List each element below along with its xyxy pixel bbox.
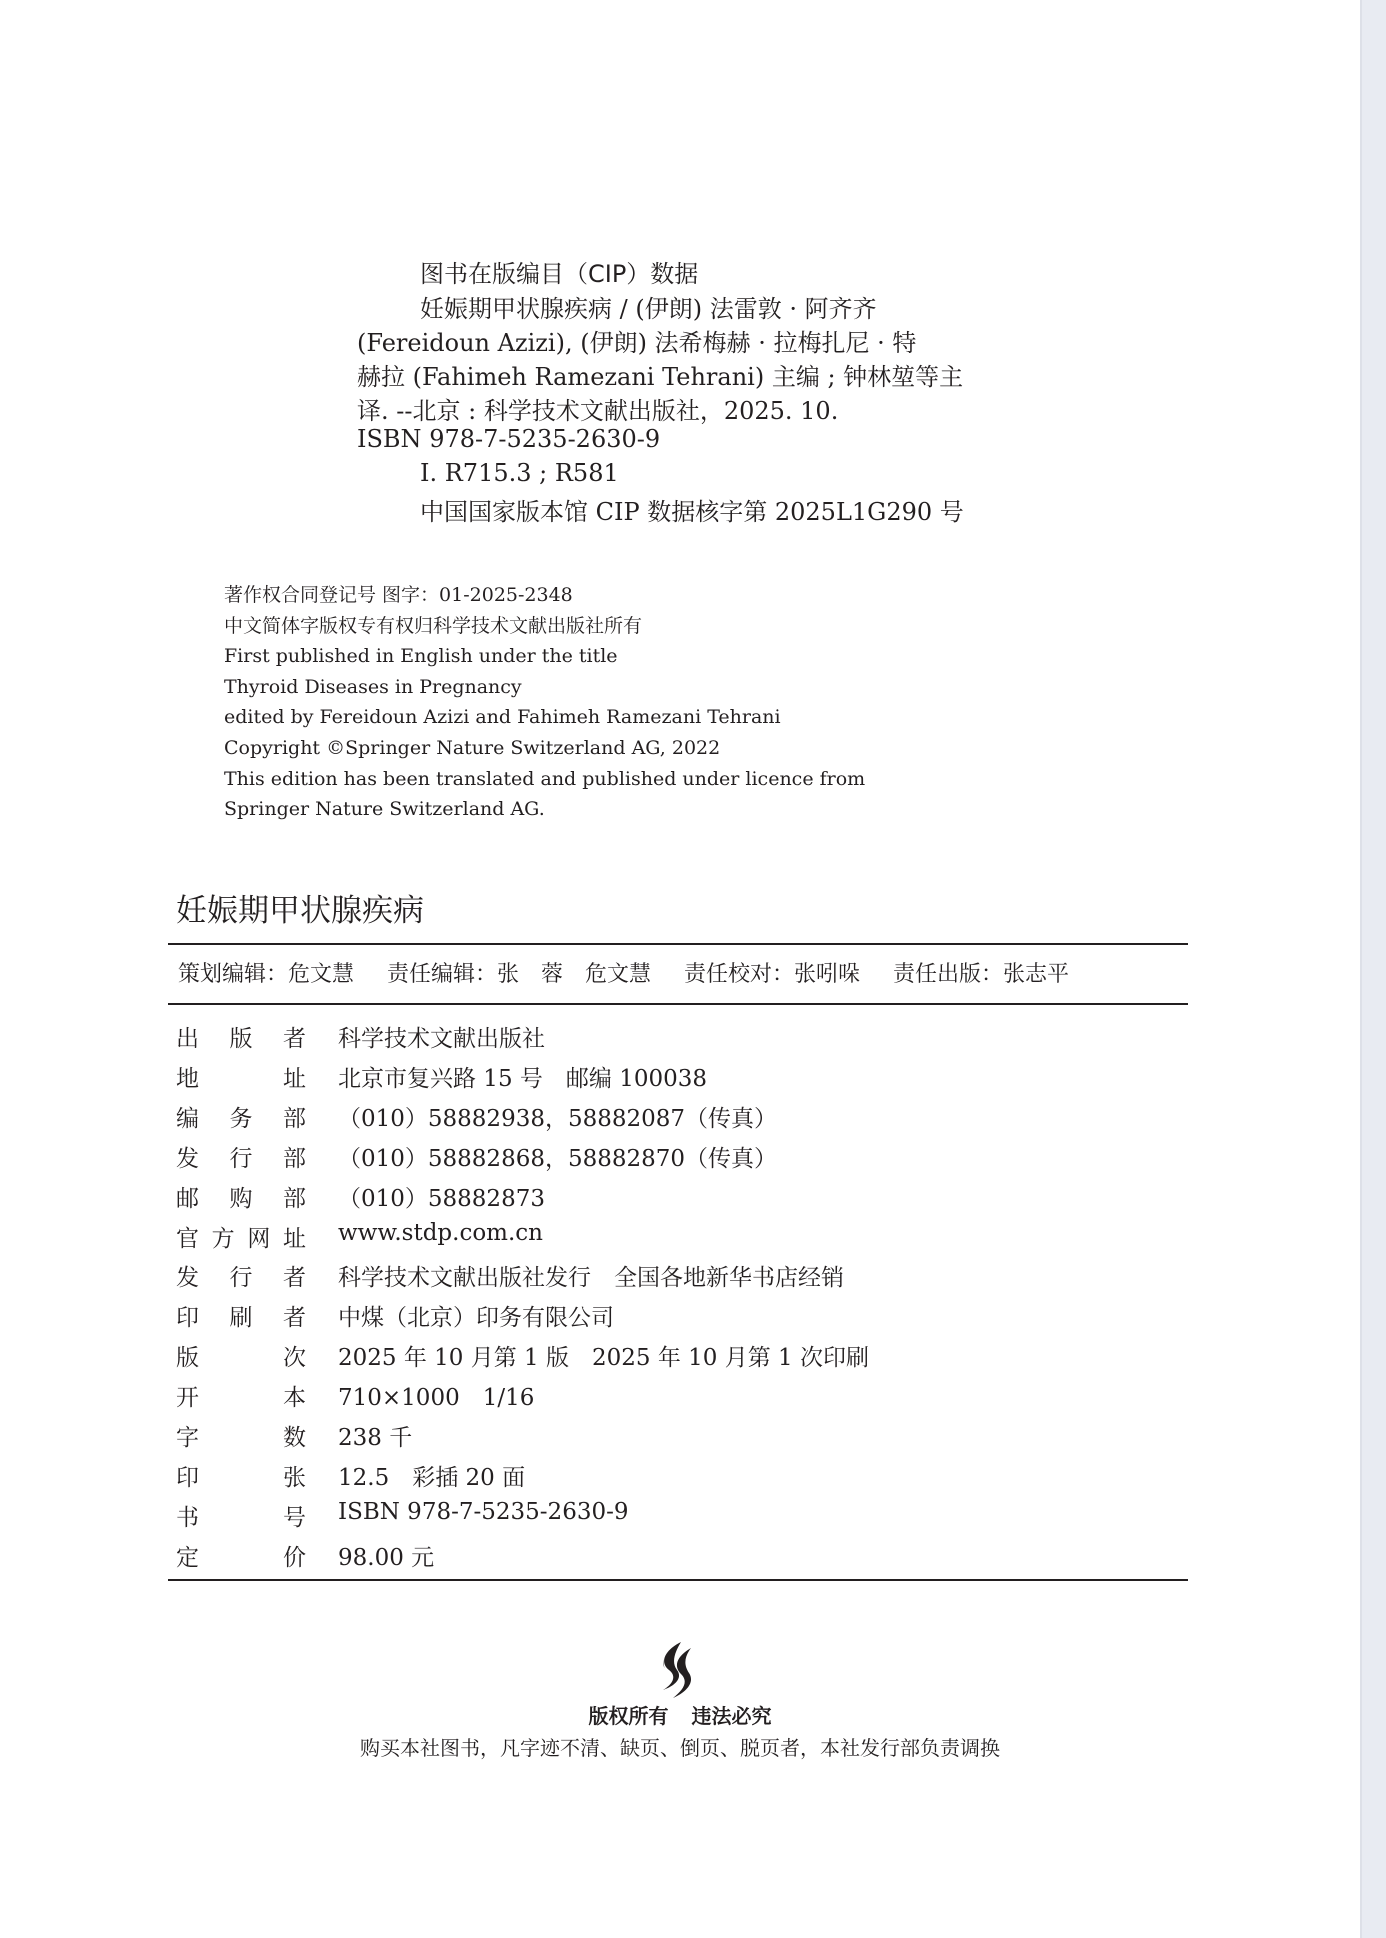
cip-line: (Fereidoun Azizi), (伊朗) 法希梅赫 · 拉梅扎尼 · 特 (357, 329, 917, 357)
publication-label (176, 1419, 306, 1452)
label-char: 书 (176, 1504, 199, 1531)
label-char: 开 (176, 1385, 199, 1412)
replacement-notice: 购买本社图书，凡字迹不清、缺页、倒页、脱页者，本社发行部负责调换 (360, 1736, 1000, 1760)
publication-value: www.stdp.com.cn (338, 1219, 543, 1246)
cip-line: 赫拉 (Fahimeh Ramezani Tehrani) 主编 ; 钟林堃等主 (357, 363, 964, 391)
rights-statement (0, 1700, 1360, 1729)
label-char: 部 (283, 1185, 306, 1212)
divider (168, 1579, 1188, 1581)
label-char: 部 (283, 1105, 306, 1132)
label-char: 址 (283, 1065, 306, 1092)
responsible-editor: 责任编辑：张 蓉 危文慧 (387, 962, 652, 987)
cip-heading: 图书在版编目（CIP）数据 (420, 260, 699, 288)
note-line: This edition has been translated and published under licence from (224, 767, 866, 790)
publication-value: 710×1000 1/16 (338, 1385, 535, 1412)
label-char: 刷 (229, 1305, 253, 1332)
publication-value: 238 千 (338, 1425, 413, 1451)
label-char: 发 (176, 1265, 199, 1292)
label-char: 数 (283, 1425, 306, 1451)
publication-value: 2025 年 10 月第 1 版 2025 年 10 月第 1 次印刷 (338, 1345, 869, 1372)
label-char: 者 (283, 1305, 306, 1332)
note-line: First published in English under the title (224, 645, 618, 668)
cip-record-number: 中国国家版本馆 CIP 数据核字第 2025L1G290 号 (420, 498, 964, 526)
cip-classification: Ⅰ. R715.3 ; R581 (420, 459, 619, 487)
copyright-notes (224, 580, 865, 825)
production-editor: 责任出版：张志平 (893, 962, 1070, 987)
publication-value: 北京市复兴路 15 号 邮编 100038 (338, 1065, 707, 1092)
editor-credits (178, 957, 1095, 988)
publication-value: 科学技术文献出版社 (338, 1026, 545, 1052)
note-line: Thyroid Diseases in Pregnancy (224, 675, 522, 698)
note-line: Copyright ©Springer Nature Switzerland AG, 2022 (224, 736, 721, 759)
note-line: edited by Fereidoun Azizi and Fahimeh Ramezani Tehrani (224, 706, 781, 729)
publication-label (176, 1539, 306, 1572)
cip-line: 妊娠期甲状腺疾病 / (伊朗) 法雷敦 · 阿齐齐 (420, 295, 877, 323)
note-line: 中文简体字版权专有权归科学技术文献出版社所有 (224, 614, 643, 637)
label-char: 次 (283, 1345, 306, 1372)
label-char: 网 (247, 1225, 271, 1252)
publication-label (176, 1140, 306, 1173)
publication-label (176, 1180, 306, 1213)
side-strip (1360, 0, 1386, 1938)
publication-value: （010）58882873 (338, 1185, 545, 1212)
publication-value: 中煤（北京）印务有限公司 (338, 1305, 614, 1332)
label-char: 址 (282, 1225, 306, 1252)
label-char: 者 (283, 1265, 306, 1292)
publication-value: 12.5 彩插 20 面 (338, 1464, 526, 1491)
publication-label (176, 1100, 306, 1133)
publication-label (176, 1379, 306, 1412)
label-char: 方 (211, 1225, 235, 1252)
label-char: 版 (176, 1345, 199, 1372)
note-line: 著作权合同登记号 图字：01-2025-2348 (224, 584, 573, 606)
label-char: 者 (283, 1026, 306, 1052)
publication-value: （010）58882938，58882087（传真） (338, 1105, 778, 1132)
publication-label (176, 1220, 306, 1253)
label-char: 价 (283, 1544, 306, 1571)
piracy-warning: 违法必究 (691, 1704, 772, 1728)
publication-label (176, 1339, 306, 1372)
note-line: Springer Nature Switzerland AG. (224, 798, 545, 821)
book-title: 妊娠期甲状腺疾病 (176, 893, 424, 929)
publication-label (176, 1259, 306, 1292)
label-char: 本 (283, 1385, 306, 1412)
label-char: 印 (176, 1305, 199, 1332)
publication-label (176, 1499, 306, 1532)
cip-line: 译. --北京 : 科学技术文献出版社，2025. 10. (357, 397, 839, 425)
label-char: 购 (229, 1185, 253, 1212)
label-char: 号 (283, 1504, 306, 1531)
label-char: 发 (176, 1145, 199, 1172)
planning-editor: 策划编辑：危文慧 (178, 962, 355, 987)
publication-value: ISBN 978-7-5235-2630-9 (338, 1498, 629, 1525)
label-char: 官 (176, 1225, 199, 1252)
label-char: 务 (229, 1105, 253, 1132)
proofreader: 责任校对：张吲哚 (684, 962, 861, 987)
label-char: 出 (176, 1026, 199, 1052)
publication-label (176, 1459, 306, 1492)
rights-reserved: 版权所有 (588, 1704, 669, 1728)
publication-label (176, 1299, 306, 1332)
label-char: 邮 (176, 1185, 199, 1212)
divider (168, 1003, 1188, 1005)
publication-value: （010）58882868，58882870（传真） (338, 1145, 778, 1172)
label-char: 行 (229, 1145, 253, 1172)
publication-label (176, 1020, 306, 1053)
label-char: 行 (229, 1265, 253, 1292)
publication-value: 科学技术文献出版社发行 全国各地新华书店经销 (338, 1265, 844, 1292)
label-char: 印 (176, 1464, 199, 1491)
label-char: 字 (176, 1425, 199, 1451)
cip-isbn: ISBN 978-7-5235-2630-9 (357, 425, 661, 453)
label-char: 定 (176, 1544, 199, 1571)
label-char: 编 (176, 1105, 199, 1132)
publisher-swirl-logo-icon (651, 1640, 703, 1700)
publication-value: 98.00 元 (338, 1544, 435, 1571)
label-char: 部 (283, 1145, 306, 1172)
label-char: 地 (176, 1065, 199, 1092)
label-char: 版 (229, 1026, 253, 1052)
publication-label (176, 1060, 306, 1093)
divider (168, 943, 1188, 945)
label-char: 张 (283, 1464, 306, 1491)
